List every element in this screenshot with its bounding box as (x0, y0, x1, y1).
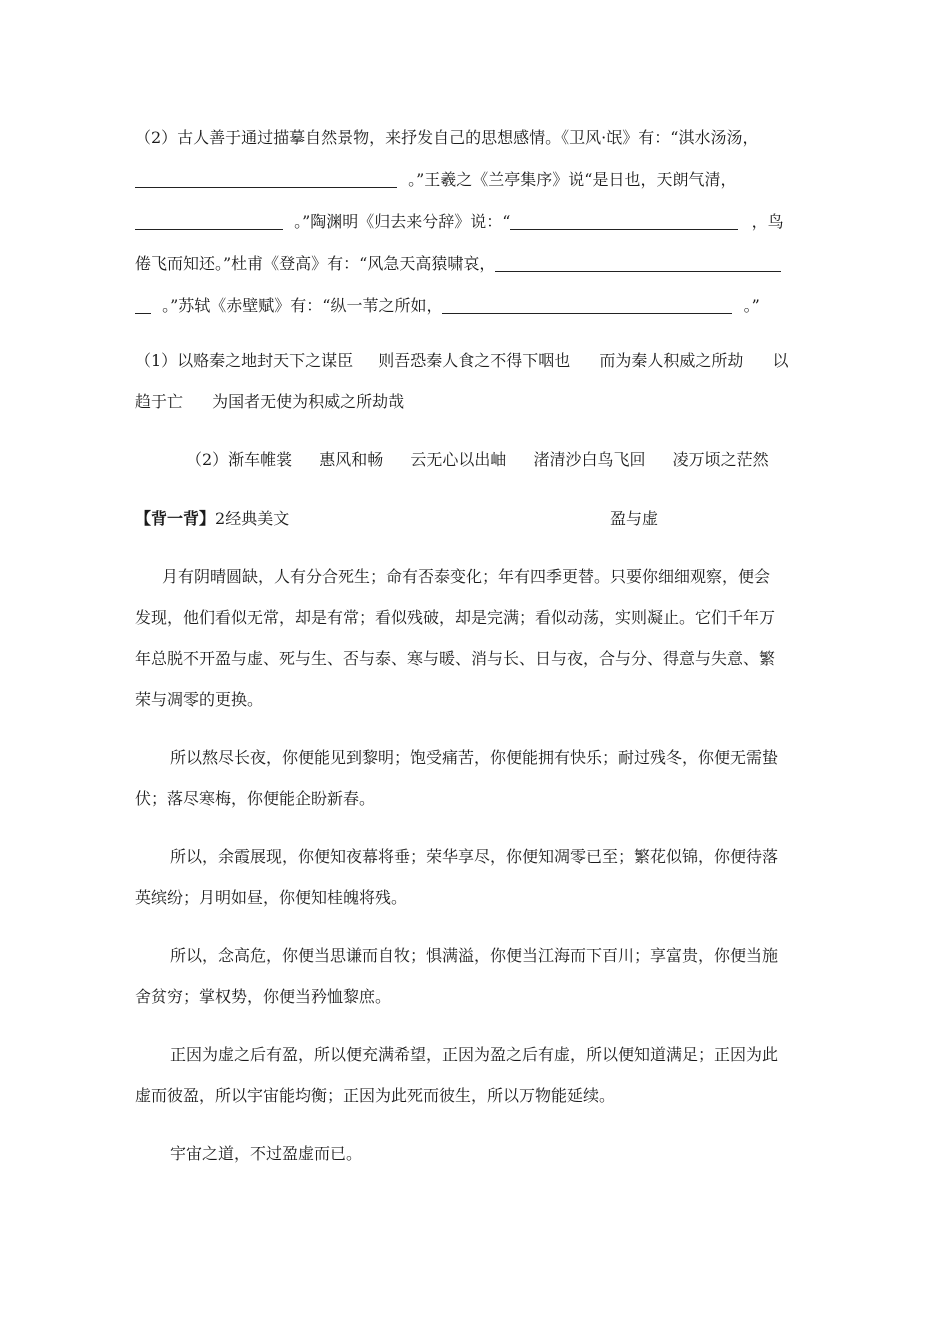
essay-line: 虚而彼盈，所以宇宙能均衡；正因为此死而彼生，所以万物能延续。 (135, 1086, 616, 1105)
question-line-3: 。”陶渊明《归去来兮辞》说：“ ，鸟 (135, 212, 784, 232)
essay-line: 宇宙之道，不过盈虚而已。 (170, 1144, 363, 1163)
essay-line: 所以，念高危，你便当思谦而自牧；惧满溢，你便当江海而下百川；享富贵，你便当施 (170, 946, 779, 965)
essay-title: 盈与虚 (610, 509, 659, 528)
essay-line: 月有阴晴圆缺，人有分合死生；命有否泰变化；年有四季更替。只要你细细观察，便会 (162, 567, 771, 586)
answer-blank[interactable] (442, 297, 732, 314)
answer-1-line-2: 趋于亡 为国者无使为积威之所劫哉 (135, 392, 405, 411)
essay-line: 舍贫穷；掌权势，你便当矜恤黎庶。 (135, 987, 392, 1006)
essay-line: 英缤纷；月明如昼，你便知桂魄将残。 (135, 888, 408, 907)
answer-blank[interactable] (135, 171, 397, 188)
question-line-5: 。”苏轼《赤壁赋》有：“纵一苇之所如， 。” (135, 296, 760, 316)
essay-line: 伏；落尽寒梅，你便能企盼新春。 (135, 789, 376, 808)
section-header (135, 509, 289, 529)
answer-blank[interactable] (135, 213, 283, 230)
section-label: 2经典美文 (215, 509, 290, 528)
essay-line: 年总脱不开盈与虚、死与生、否与泰、寒与暖、消与长、日与夜，合与分、得意与失意、繁 (135, 649, 776, 668)
question-line-4: 倦飞而知还。”杜甫《登高》有：“风急天高猿啸哀， (135, 254, 781, 274)
section-tag: 【背一背】 (135, 509, 216, 528)
answer-2-line: （2）渐车帷裳 惠风和畅 云无心以出岫 渚清沙白鸟飞回 凌万顷之茫然 (186, 450, 769, 469)
essay-line: 发现，他们看似无常，却是有常；看似残破，却是完满；看似动荡，实则凝止。它们千年万 (135, 608, 776, 627)
question-line-2: 。”王羲之《兰亭集序》说“是日也，天朗气清， (135, 170, 736, 190)
answer-1-line-1: （1）以赂秦之地封天下之谋臣 则吾恐秦人食之不得下咽也 而为秦人积威之所劫 以 (135, 351, 789, 370)
answer-blank[interactable] (135, 297, 151, 314)
question-line-1: （2）古人善于通过描摹自然景物，来抒发自己的思想感情。《卫风·氓》有：“淇水汤汤， (135, 128, 759, 147)
answer-blank[interactable] (510, 213, 738, 230)
essay-line: 正因为虚之后有盈，所以便充满希望，正因为盈之后有虚，所以便知道满足；正因为此 (170, 1045, 779, 1064)
essay-line: 荣与凋零的更换。 (135, 690, 264, 709)
answer-blank[interactable] (495, 255, 781, 272)
essay-line: 所以，余霞展现，你便知夜幕将垂；荣华享尽，你便知凋零已至；繁花似锦，你便待落 (170, 847, 779, 866)
essay-line: 所以熬尽长夜，你便能见到黎明；饱受痛苦，你便能拥有快乐；耐过残冬，你便无需蛰 (170, 748, 779, 767)
